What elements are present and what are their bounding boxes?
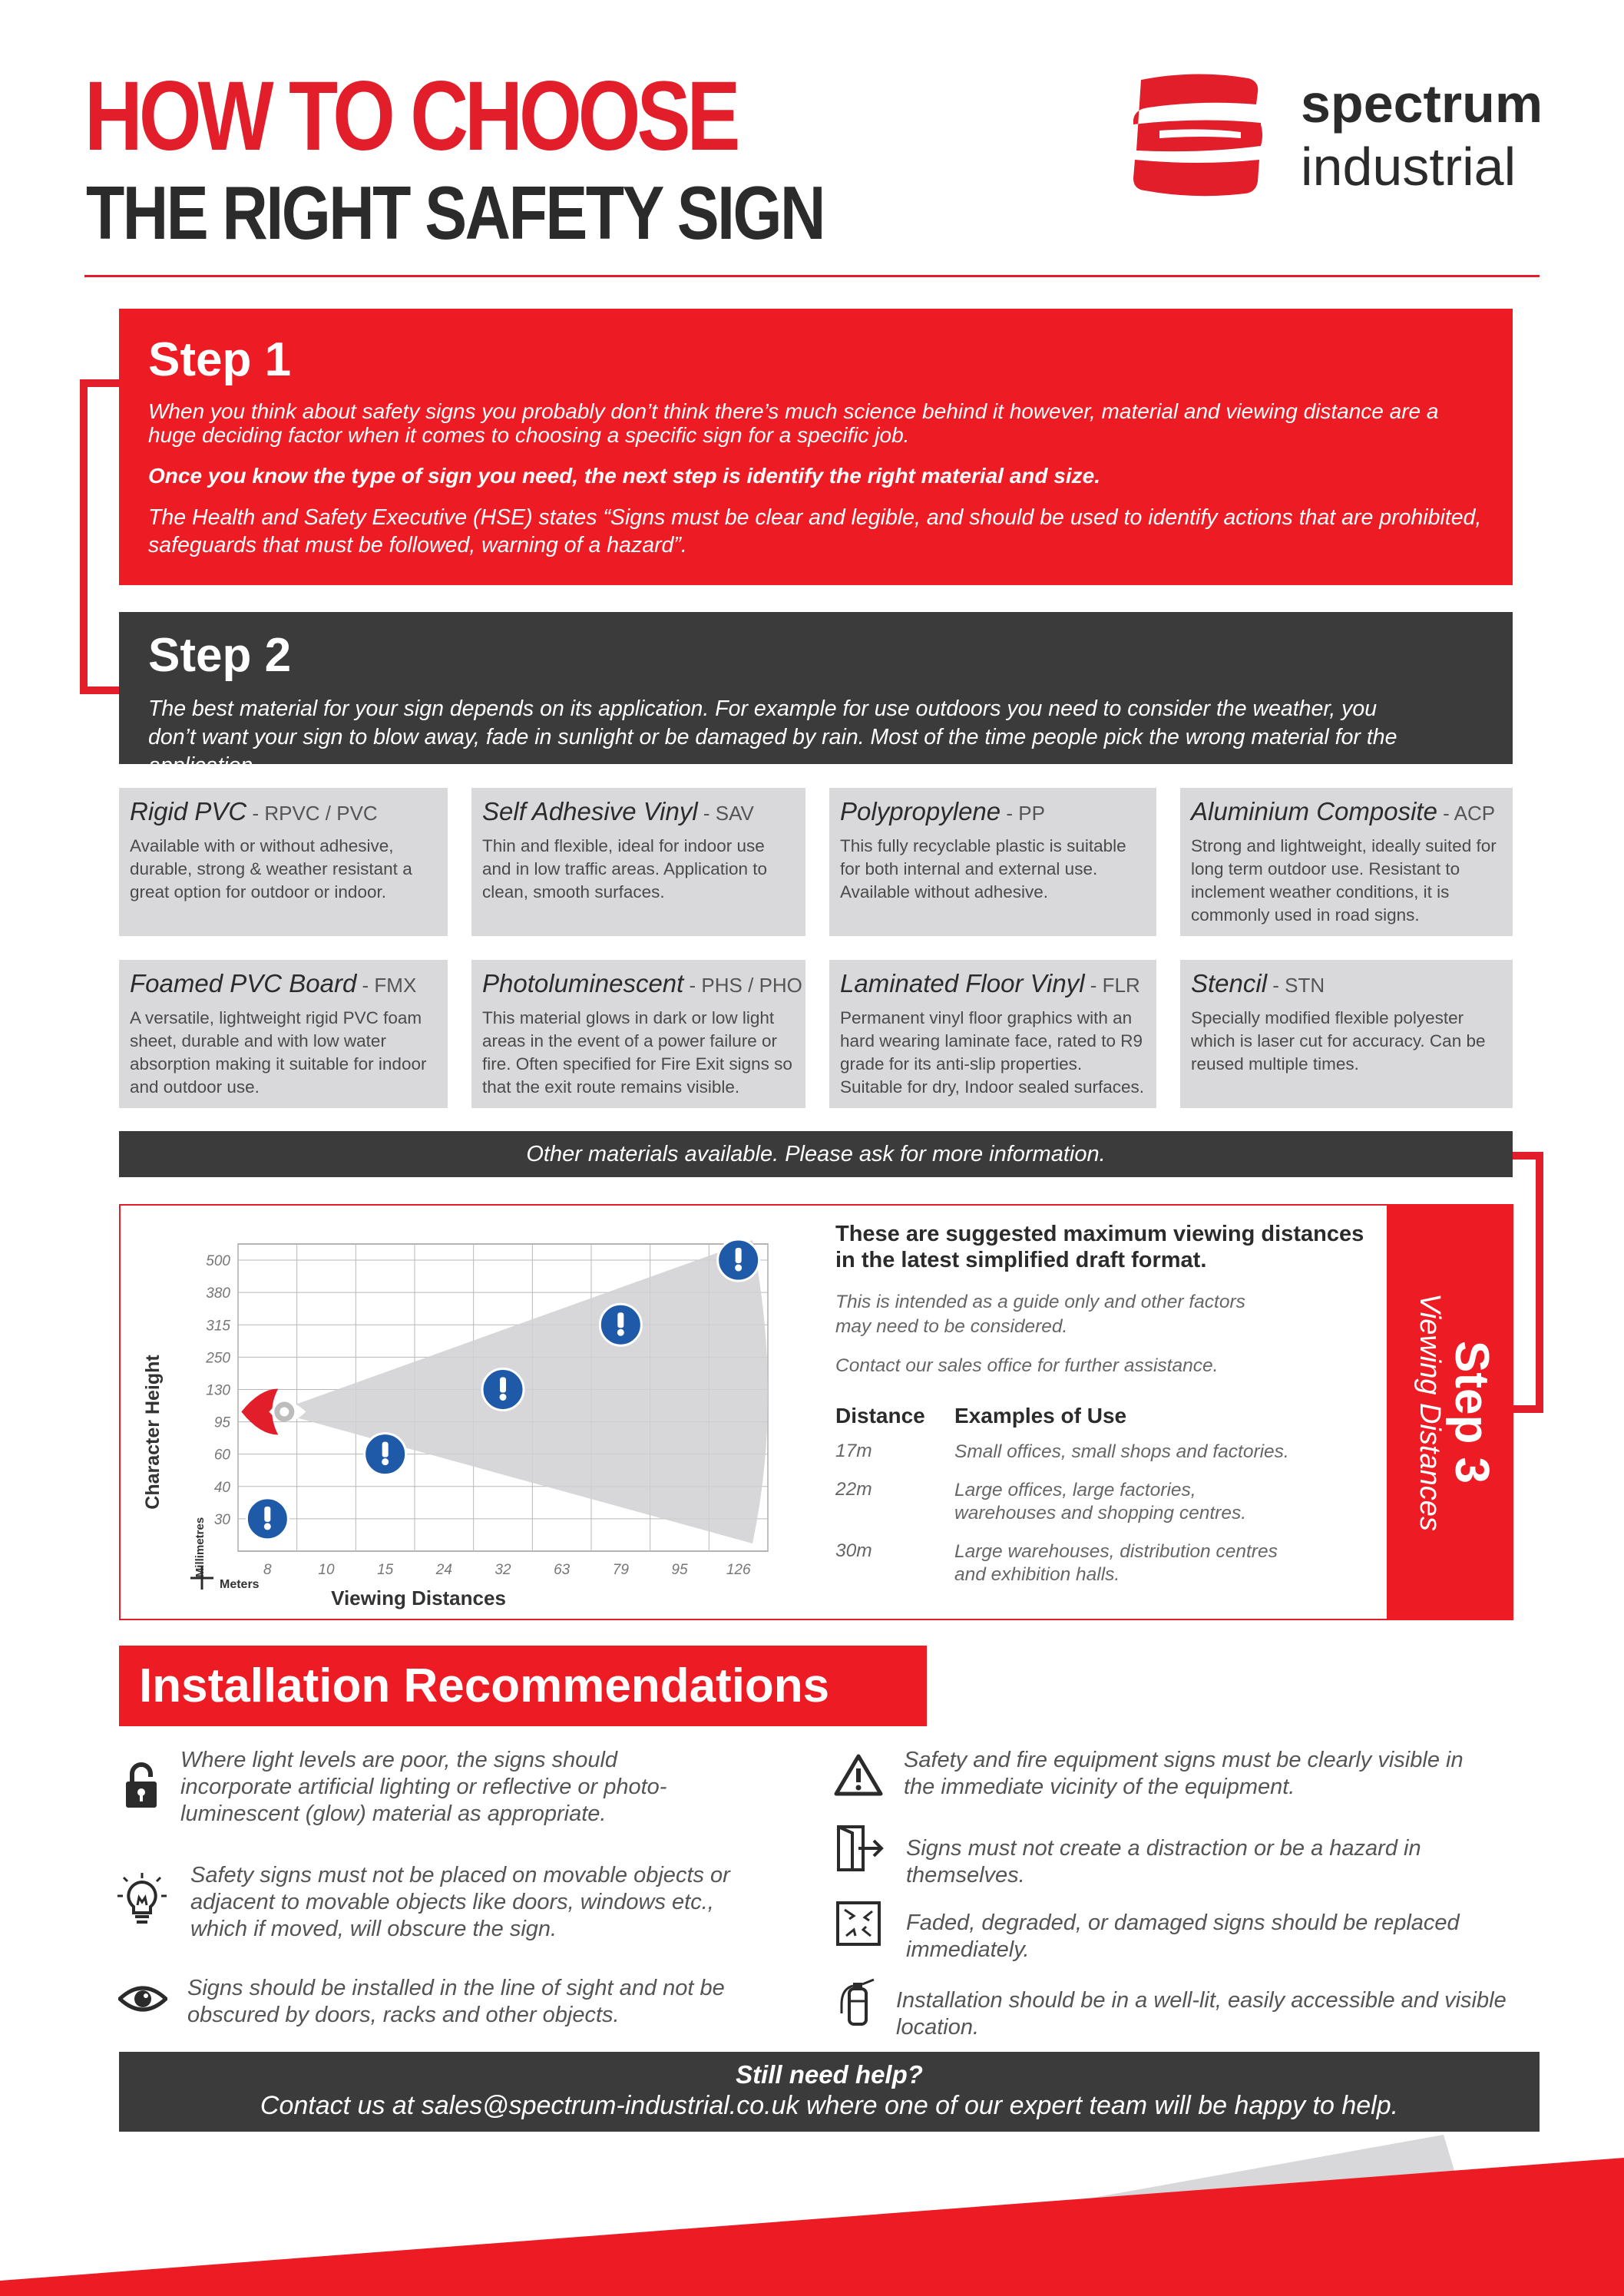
material-code: - FLR xyxy=(1084,974,1140,997)
marker-exclamation xyxy=(500,1377,506,1392)
material-name: Stencil xyxy=(1191,969,1268,997)
installation-tip: Safety signs must not be placed on movable objects or adjacent to movable objects like doors, windows etc., which if moved, will obscure the sign. xyxy=(190,1863,730,1941)
marker-exclamation-dot xyxy=(500,1394,507,1401)
y-tick-label: 315 xyxy=(206,1318,230,1335)
material-desc: A versatile, lightweight rigid PVC foam sheet, durable and with low water absorption making it suitable for indoor and outdoor use. xyxy=(130,1008,427,1097)
marker-exclamation xyxy=(382,1442,389,1457)
y-tick-label: 130 xyxy=(206,1382,230,1399)
x-tick-label: 15 xyxy=(377,1562,394,1578)
help-text: Contact us at sales@spectrum-industrial.co.uk where one of our expert team will be happy to help. xyxy=(260,2091,1399,2120)
table-distance: 17m xyxy=(835,1441,872,1461)
step3-heading: These are suggested maximum viewing distances in the latest simplified draft format. xyxy=(835,1222,1364,1272)
material-code: - PP xyxy=(1001,802,1045,825)
step1-panel xyxy=(119,309,1513,585)
step3-guide: This is intended as a guide only and other factors may need to be considered. xyxy=(835,1292,1245,1337)
footer-decoration xyxy=(0,2127,1624,2296)
step2-panel xyxy=(119,612,1513,778)
material-desc: Specially modified flexible polyester which is laser cut for accuracy. Can be reused multiple times. xyxy=(1191,1008,1486,1074)
material-code: - PHS / PHO xyxy=(683,974,802,997)
step2-intro: The best material for your sign depends on its application. For example for use outdoors you need to consider the weather, you don’t want your sign to blow away, fade in sunlight or be damaged by rain. Most of the time people pick the wrong material for the application. xyxy=(148,696,1397,778)
brand-name-line2: industrial xyxy=(1301,137,1517,197)
material-card xyxy=(471,960,805,1108)
lightbulb-icon xyxy=(117,1871,167,1927)
step1-title: Step 1 xyxy=(148,333,292,386)
installation-title: Installation Recommendations xyxy=(119,1646,927,1726)
x-tick-label: 24 xyxy=(435,1562,452,1578)
material-name: Rigid PVC xyxy=(130,797,247,825)
x-tick-label: 95 xyxy=(671,1562,688,1578)
material-code: - FMX xyxy=(356,974,417,997)
material-name: Foamed PVC Board xyxy=(130,969,357,997)
page-title-line1: HOW TO CHOOSE xyxy=(84,61,737,171)
step1-para2: Once you know the type of sign you need, the next step is identify the right material and size. xyxy=(148,464,1100,488)
help-title: Still need help? xyxy=(736,2060,923,2089)
step3-contact: Contact our sales office for further assistance. xyxy=(835,1355,1219,1376)
marker-exclamation-dot xyxy=(382,1458,389,1465)
installation-tip: Where light levels are poor, the signs should incorporate artificial lighting or reflective or photo-luminescent (glow) material as appropriate. xyxy=(180,1748,667,1826)
x-unit-label: Meters xyxy=(220,1578,260,1591)
eye-highlight xyxy=(279,1408,289,1417)
y-tick-label: 40 xyxy=(213,1479,230,1496)
header-divider xyxy=(84,275,1540,277)
material-code: - RPVC / PVC xyxy=(246,802,378,825)
installation-tip: Faded, degraded, or damaged signs should be replaced immediately. xyxy=(906,1911,1460,1962)
brand-name-line1: spectrum xyxy=(1301,74,1543,134)
lock-icon xyxy=(123,1758,160,1809)
other-materials-note: Other materials available. Please ask for more information. xyxy=(119,1131,1513,1177)
eye-icon xyxy=(118,1983,167,2014)
spectrum-logo-icon xyxy=(1126,74,1268,198)
x-tick-label: 10 xyxy=(318,1562,335,1578)
step-connector-bracket xyxy=(80,379,120,694)
step1-para1: When you think about safety signs you probably don’t think there’s much science behind it however, material and viewing distance are a huge deciding factor when it comes to choosing a specific sign for a specific job. xyxy=(148,399,1439,447)
x-tick-label: 126 xyxy=(726,1562,751,1578)
material-desc: Strong and lightweight, ideally suited for long term outdoor use. Resistant to inclement weather conditions, it is commonly used in road signs. xyxy=(1191,836,1497,925)
material-code: - SAV xyxy=(697,802,754,825)
step2-title: Step 2 xyxy=(148,629,292,682)
table-distance: 30m xyxy=(835,1540,872,1561)
material-desc: This material glows in dark or low light areas in the event of a power failure or fire. Often specified for Fire Exit signs so that the exit route remains visible. xyxy=(482,1008,792,1097)
material-card xyxy=(1180,960,1513,1108)
y-tick-label: 30 xyxy=(213,1511,230,1528)
y-tick-label: 500 xyxy=(206,1253,230,1270)
material-card xyxy=(119,960,448,1108)
material-name: Self Adhesive Vinyl xyxy=(482,797,698,825)
material-desc: Thin and flexible, ideal for indoor use and in low traffic areas. Application to clean, smooth surfaces. xyxy=(482,836,768,902)
marker-exclamation-dot xyxy=(264,1523,271,1530)
fire-extinguisher-icon xyxy=(837,1973,880,2027)
x-tick-label: 8 xyxy=(263,1562,272,1578)
marker-exclamation xyxy=(736,1248,742,1263)
material-code: - ACP xyxy=(1437,802,1496,825)
material-card xyxy=(829,788,1156,936)
installation-tip: Signs should be installed in the line of sight and not be obscured by doors, racks and other objects. xyxy=(187,1976,725,2027)
step3-title: Step 3 xyxy=(1445,1340,1498,1484)
step3-connector-bracket xyxy=(1513,1152,1543,1413)
y-tick-label: 250 xyxy=(206,1350,230,1367)
y-axis-label: Character Height xyxy=(142,1355,164,1510)
step3-subtitle: Viewing Distances xyxy=(1414,1293,1446,1531)
table-header-distance: Distance xyxy=(835,1404,925,1428)
table-distance: 22m xyxy=(835,1479,872,1500)
material-card xyxy=(829,960,1156,1108)
installation-tip: Installation should be in a well-lit, easily accessible and visible location. xyxy=(896,1988,1507,2040)
table-use: Small offices, small shops and factories. xyxy=(954,1441,1289,1462)
damaged-sign-icon xyxy=(835,1901,881,1947)
page-title-line2: THE RIGHT SAFETY SIGN xyxy=(86,170,824,255)
material-name: Photoluminescent xyxy=(482,969,684,997)
material-card xyxy=(471,788,805,936)
viewing-distance-chart xyxy=(123,1213,799,1613)
y-unit-label: Millimetres xyxy=(193,1517,207,1578)
material-name: Aluminium Composite xyxy=(1191,797,1437,825)
warning-icon xyxy=(834,1753,883,1796)
material-name: Polypropylene xyxy=(840,797,1001,825)
installation-tip: Safety and fire equipment signs must be clearly visible in the immediate vicinity of the equipment. xyxy=(904,1748,1464,1799)
material-desc: This fully recyclable plastic is suitable for both internal and external use. Available without adhesive. xyxy=(840,836,1126,902)
x-tick-label: 32 xyxy=(494,1562,511,1578)
help-banner xyxy=(119,2052,1540,2132)
material-code: - STN xyxy=(1267,974,1325,997)
step1-para3: The Health and Safety Executive (HSE) states “Signs must be clear and legible, and should be used to identify actions that are prohibited, safeguards that must be followed, warning of a hazard”. xyxy=(148,505,1482,557)
material-card xyxy=(1180,788,1513,936)
y-tick-label: 60 xyxy=(213,1447,230,1464)
x-tick-label: 79 xyxy=(612,1562,629,1578)
x-axis-label: Viewing Distances xyxy=(331,1586,506,1610)
marker-exclamation xyxy=(264,1507,270,1522)
material-name: Laminated Floor Vinyl xyxy=(840,969,1085,997)
exit-door-icon xyxy=(835,1824,885,1873)
installation-tip: Signs must not create a distraction or be a hazard in themselves. xyxy=(906,1836,1421,1887)
table-use: Large offices, large factories, warehouses and shopping centres. xyxy=(954,1480,1247,1523)
table-use: Large warehouses, distribution centres and exhibition halls. xyxy=(954,1541,1278,1585)
table-header-use: Examples of Use xyxy=(954,1404,1127,1428)
marker-exclamation-dot xyxy=(735,1265,742,1272)
marker-exclamation xyxy=(617,1312,623,1328)
x-tick-label: 63 xyxy=(554,1562,571,1578)
y-tick-label: 380 xyxy=(206,1285,230,1302)
marker-exclamation-dot xyxy=(617,1329,624,1336)
material-card xyxy=(119,788,448,936)
material-desc: Available with or without adhesive, durable, strong & weather resistant a great option for outdoor or indoor. xyxy=(130,836,412,902)
material-desc: Permanent vinyl floor graphics with an hard wearing laminate face, rated to R9 grade for its anti-slip properties. Suitable for dry, Indoor sealed surfaces. xyxy=(840,1008,1145,1097)
y-tick-label: 95 xyxy=(213,1414,230,1431)
